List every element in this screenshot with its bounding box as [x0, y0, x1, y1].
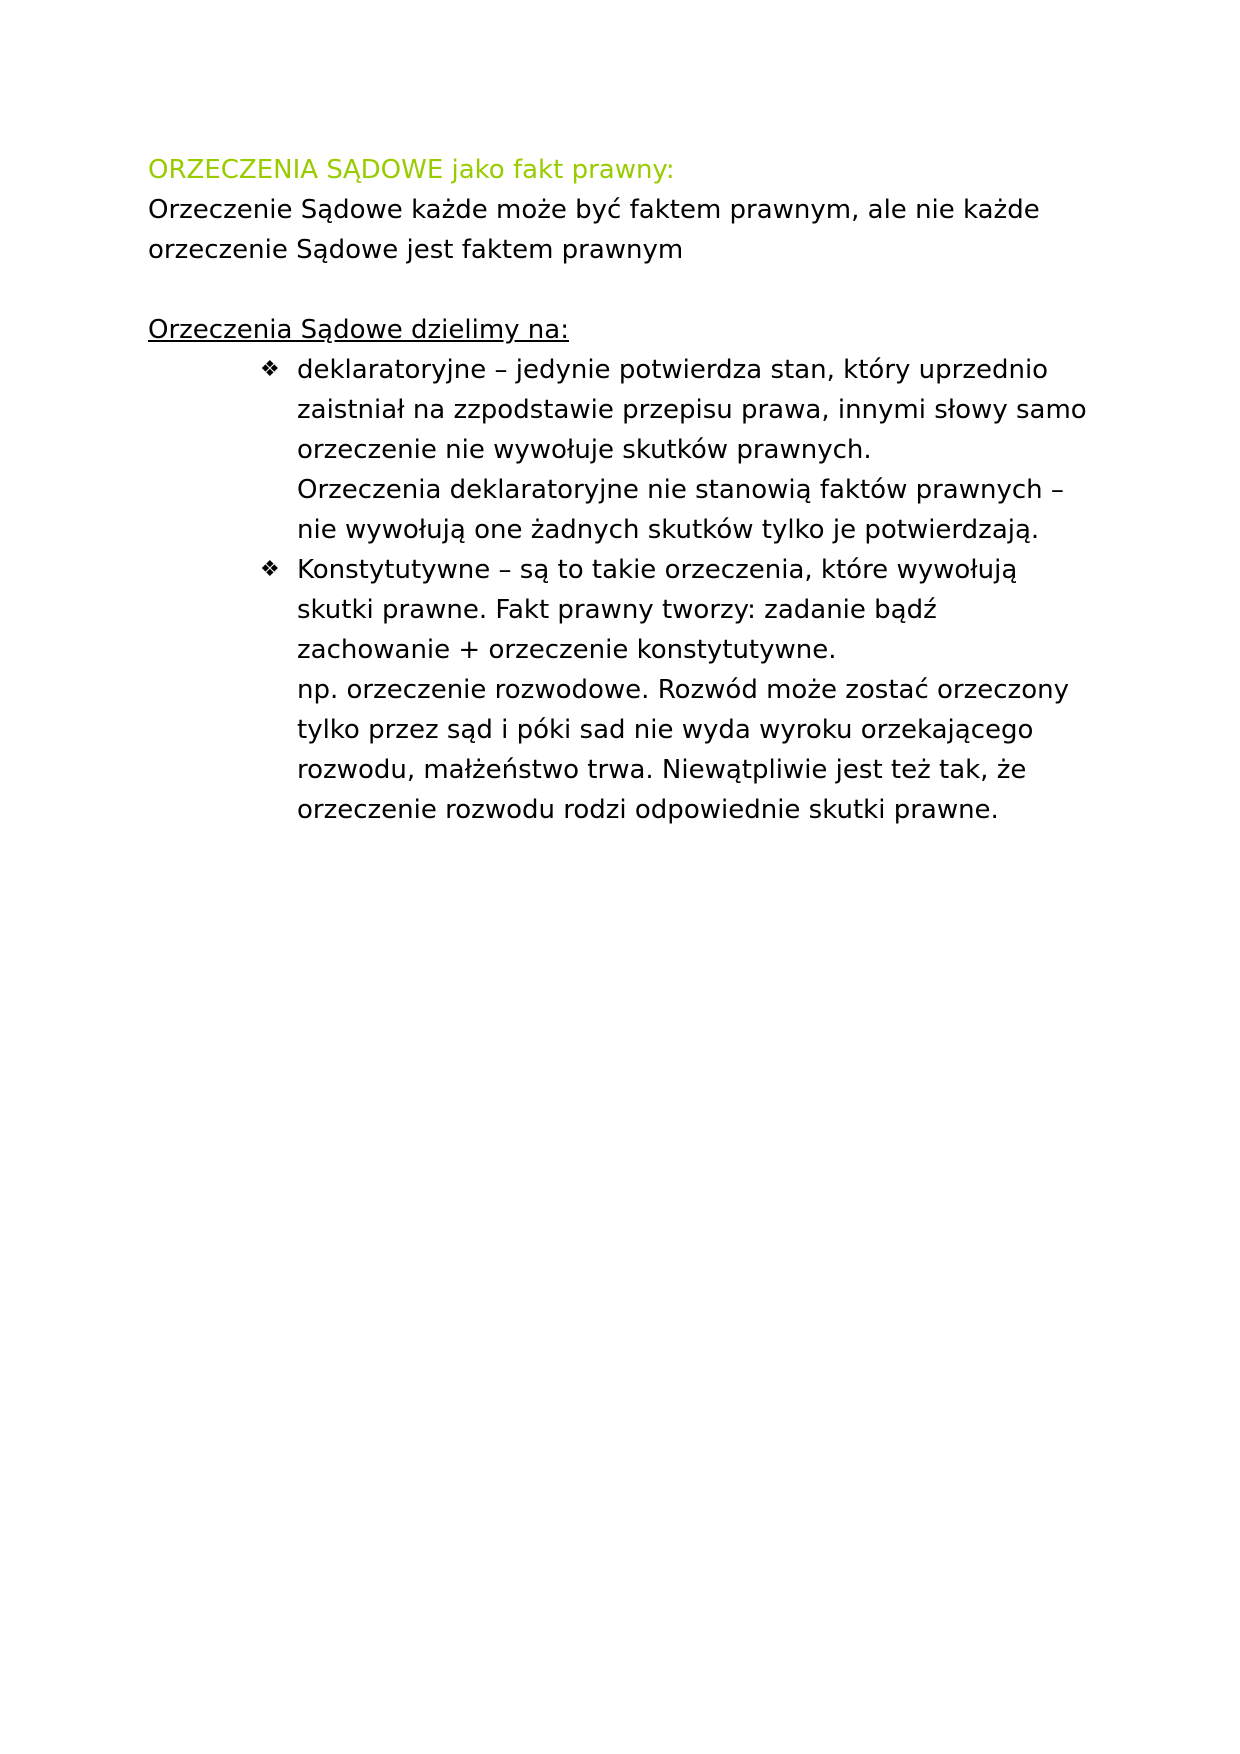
- court-ruling-types-list: [260, 350, 1090, 830]
- constitutive-example: np. orzeczenie rozwodowe. Rozwód może zostać orzeczony tylko przez sąd i póki sad nie wyda wyroku orzekającego rozwodu, małżeństwo trwa. Niewątpliwie jest też tak, że orzeczenie rozwodu rodzi odpowiednie skutki prawne.: [297, 675, 1069, 825]
- four-diamond-bullet-icon: ❖: [260, 557, 280, 582]
- list-item-constitutive: [260, 550, 1090, 830]
- four-diamond-bullet-icon: ❖: [260, 357, 280, 382]
- paragraph-spacer: [148, 270, 1108, 310]
- document-content: [148, 150, 1108, 830]
- constitutive-definition: Konstytutywne – są to takie orzeczenia, które wywołują skutki prawne. Fakt prawny tworzy: zadanie bądź zachowanie + orzeczenie konstytutywne.: [297, 555, 1018, 665]
- intro-paragraph: Orzeczenie Sądowe każde może być faktem prawnym, ale nie każde orzeczenie Sądowe jest faktem prawnym: [148, 195, 1040, 265]
- list-item-declaratory: [260, 350, 1090, 550]
- document-title: ORZECZENIA SĄDOWE jako fakt prawny:: [148, 155, 675, 185]
- declaratory-note: Orzeczenia deklaratoryjne nie stanowią faktów prawnych – nie wywołują one żadnych skutków tylko je potwierdzają.: [297, 475, 1064, 545]
- list-heading: Orzeczenia Sądowe dzielimy na:: [148, 315, 569, 345]
- declaratory-definition: deklaratoryjne – jedynie potwierdza stan, który uprzednio zaistniał na zzpodstawie przepisu prawa, innymi słowy samo orzeczenie nie wywołuje skutków prawnych.: [297, 355, 1087, 465]
